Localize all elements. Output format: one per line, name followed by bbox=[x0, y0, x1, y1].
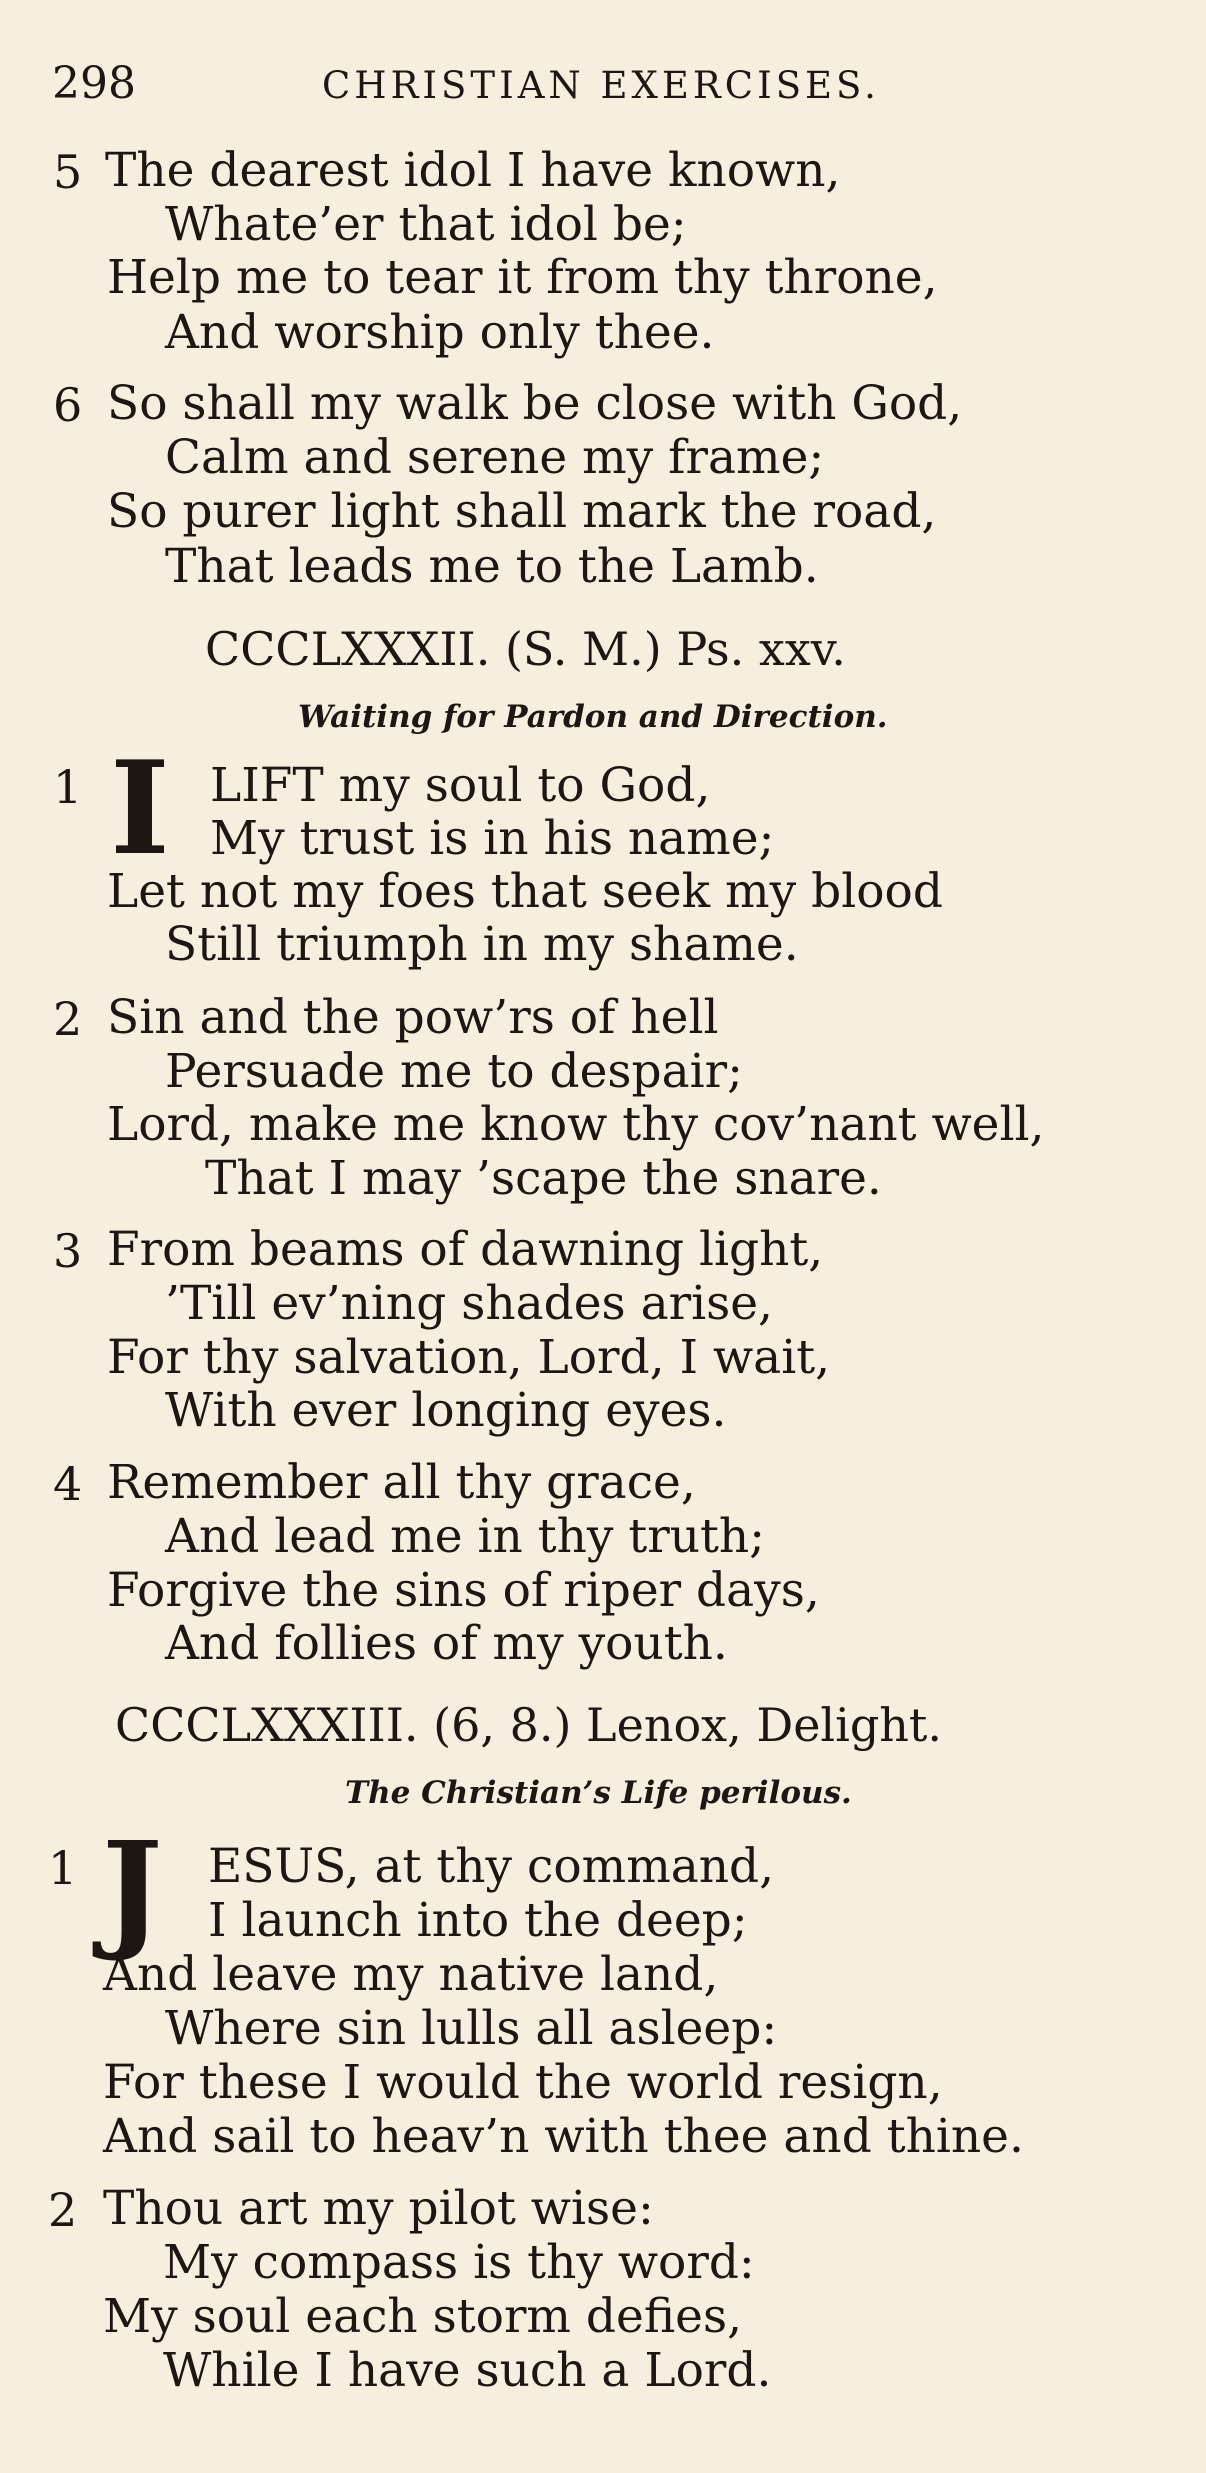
hymn-heading: CCCLXXXIII. (6, 8.) Lenox, Delight. bbox=[115, 1698, 943, 1752]
verse-line: The dearest idol I have known, bbox=[105, 143, 841, 198]
verse-line: Let not my foes that seek my blood bbox=[107, 864, 943, 919]
verse-line: Calm and serene my frame; bbox=[165, 430, 825, 485]
verse-line: And leave my native land, bbox=[103, 1947, 719, 2002]
verse-line: Sin and the pow’rs of hell bbox=[107, 990, 719, 1045]
hymn-heading: CCCLXXXII. (S. M.) Ps. xxv. bbox=[205, 622, 846, 676]
verse-line: Whate’er that idol be; bbox=[165, 197, 687, 252]
verse-line: That I may ’scape the snare. bbox=[205, 1151, 882, 1206]
verse-number: 6 bbox=[53, 378, 83, 432]
verse-line: So shall my walk be close with God, bbox=[107, 376, 963, 431]
verse-line: And sail to heav’n with thee and thine. bbox=[103, 2109, 1024, 2164]
verse-line: With ever longing eyes. bbox=[165, 1383, 727, 1438]
verse-number: 1 bbox=[48, 1841, 78, 1895]
verse-number: 3 bbox=[53, 1224, 83, 1278]
verse-line: ’Till ev’ning shades arise, bbox=[165, 1276, 773, 1331]
verse-line: Thou art my pilot wise: bbox=[103, 2181, 654, 2236]
verse-line: From beams of dawning light, bbox=[107, 1222, 824, 1277]
verse-line: For these I would the world resign, bbox=[103, 2055, 943, 2110]
verse-number: 1 bbox=[53, 760, 83, 814]
verse-number: 2 bbox=[53, 992, 83, 1046]
verse-number: 2 bbox=[48, 2183, 78, 2237]
verse-line: For thy salvation, Lord, I wait, bbox=[107, 1330, 831, 1385]
verse-line: So purer light shall mark the road, bbox=[107, 484, 937, 539]
verse-line: My soul each storm defies, bbox=[103, 2289, 743, 2344]
verse-line: Forgive the sins of riper days, bbox=[107, 1563, 820, 1618]
verse-line: LIFT my soul to God, bbox=[210, 758, 711, 813]
verse-number: 5 bbox=[53, 145, 83, 199]
verse-number: 4 bbox=[53, 1457, 83, 1511]
verse-line: Where sin lulls all asleep: bbox=[165, 2001, 778, 2056]
verse-line: Lord, make me know thy cov’nant well, bbox=[107, 1097, 1045, 1152]
running-head bbox=[52, 58, 1162, 118]
verse-line: Still triumph in my shame. bbox=[165, 917, 799, 972]
running-title: CHRISTIAN EXERCISES. bbox=[322, 64, 880, 107]
drop-cap: I bbox=[110, 734, 170, 884]
verse-line: My compass is thy word: bbox=[163, 2235, 755, 2290]
verse-line: And follies of my youth. bbox=[165, 1616, 728, 1671]
hymn-subtitle: The Christian’s Life perilous. bbox=[345, 1775, 852, 1811]
verse-line: I launch into the deep; bbox=[208, 1893, 748, 1948]
verse-line: My trust is in his name; bbox=[210, 811, 775, 866]
verse-line: That leads me to the Lamb. bbox=[165, 539, 819, 594]
verse-line: ESUS, at thy command, bbox=[208, 1839, 775, 1894]
verse-line: Help me to tear it from thy throne, bbox=[107, 250, 938, 305]
drop-cap: J bbox=[102, 1815, 163, 1965]
verse-line: Remember all thy grace, bbox=[107, 1455, 696, 1510]
verse-line: While I have such a Lord. bbox=[163, 2343, 772, 2398]
page-number: 298 bbox=[52, 58, 136, 109]
verse-line: And worship only thee. bbox=[165, 305, 715, 360]
hymn-subtitle: Waiting for Pardon and Direction. bbox=[298, 699, 888, 735]
verse-line: Persuade me to despair; bbox=[165, 1044, 743, 1099]
verse-line: And lead me in thy truth; bbox=[165, 1509, 765, 1564]
